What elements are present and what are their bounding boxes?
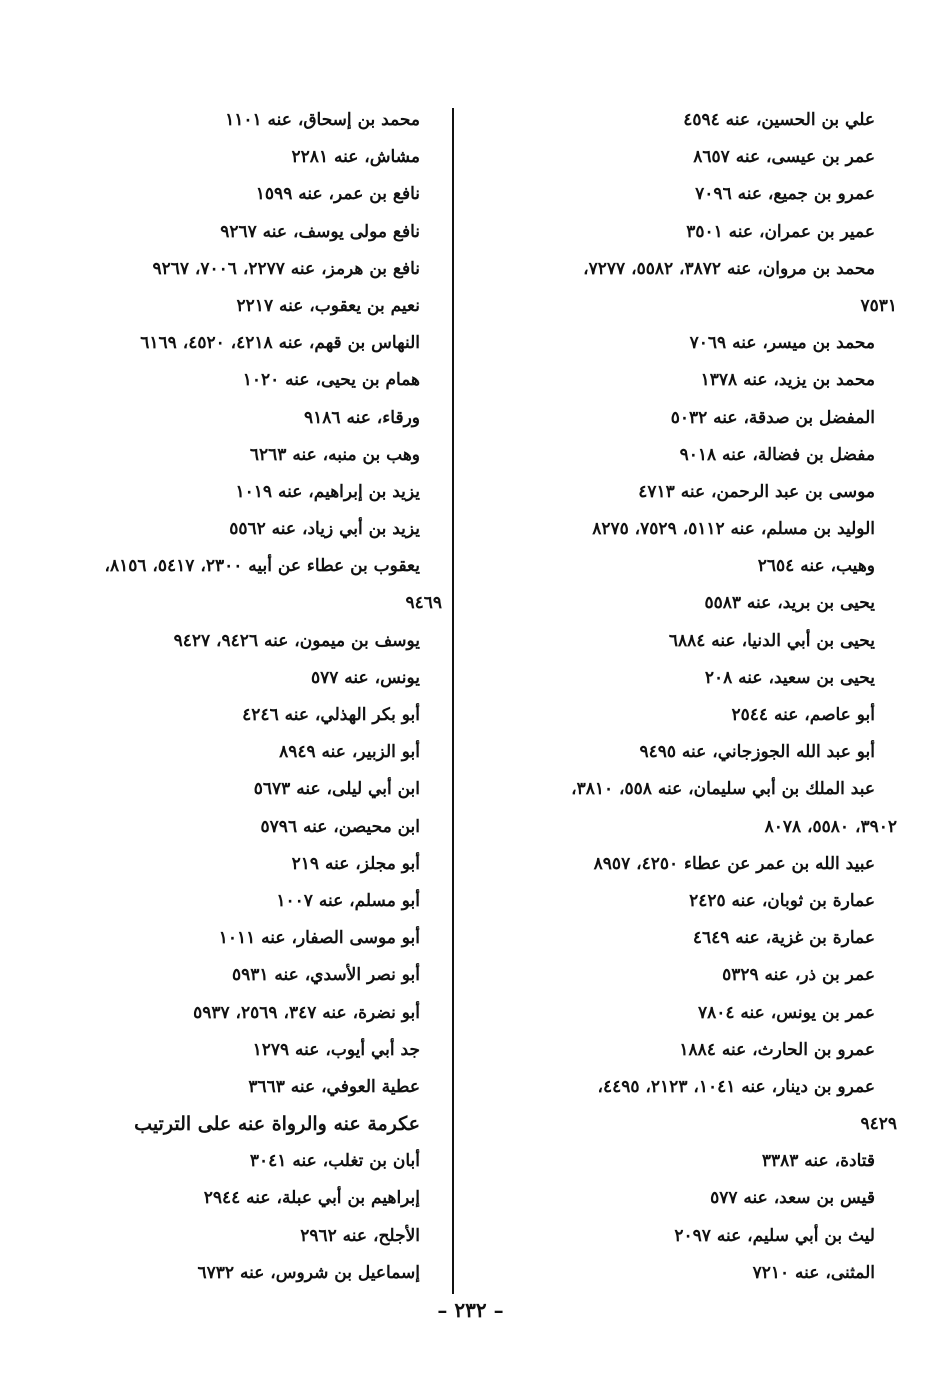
right-column-entry-line: المفضل بن صدقة، عنه ٥٠٣٢ <box>670 407 875 428</box>
left-column-entry-line: محمد بن إسحاق، عنه ١١٠١ <box>225 110 420 130</box>
left-column-entry-line: يعقوب بن عطاء عن أبيه ٢٣٠٠، ٥٤١٧، ٨١٥٦، <box>104 556 420 577</box>
left-column-entry-line: أبو مجلز، عنه ٢١٩ <box>291 853 420 874</box>
right-column-entry-line: وهيب، عنه ٢٦٥٤ <box>757 556 875 577</box>
entry-continuation-line: ٩٤٦٩ <box>405 593 442 614</box>
left-column-entry-line: الأجلح، عنه ٢٩٦٢ <box>300 1225 420 1246</box>
left-column-entry-line: ورقاء، عنه ٩١٨٦ <box>304 407 420 428</box>
right-column-entry-line: المثنى، عنه ٧٢١٠ <box>752 1262 875 1283</box>
right-column-entry-line: عمر بن ذر، عنه ٥٣٢٩ <box>722 965 875 986</box>
left-column-entry-line: أبو بكر الهذلي، عنه ٤٢٤٦ <box>242 705 420 725</box>
right-column-entry-line: عمرو بن دينار، عنه ١٠٤١، ٢١٢٣، ٤٤٩٥، <box>597 1076 875 1097</box>
right-column-entry-line: علي بن الحسين، عنه ٤٥٩٤ <box>683 110 875 130</box>
left-column-entry-line: نافع مولى يوسف، عنه ٩٢٦٧ <box>220 221 420 242</box>
right-column-entry-line: أبو عبد الله الجوزجاني، عنه ٩٤٩٥ <box>639 742 875 763</box>
left-column-entry-line: أبان بن تغلب، عنه ٣٠٤١ <box>249 1151 420 1172</box>
left-column-entry-line: أبو موسى الصفار، عنه ١٠١١ <box>218 928 420 949</box>
right-column-entry-line: عمير بن عمران، عنه ٣٥٠١ <box>686 221 875 242</box>
right-column-entry-line: قتادة، عنه ٣٣٨٣ <box>761 1151 875 1172</box>
left-column-entry-line: يوسف بن ميمون، عنه ٩٤٢٦، ٩٤٢٧ <box>173 630 420 651</box>
entry-continuation-line: ٣٩٠٢، ٥٥٨٠، ٨٠٧٨ <box>764 816 897 837</box>
right-column-entry-line: محمد بن يزيد، عنه ١٣٧٨ <box>700 370 875 391</box>
right-column-entry-line: يحيى بن بريد، عنه ٥٥٨٣ <box>704 593 875 614</box>
right-column-entry-line: عمرو بن الحارث، عنه ١٨٨٤ <box>679 1039 875 1060</box>
left-column-entry-line: نافع بن هرمز، عنه ٢٢٧٧، ٧٠٠٦، ٩٢٦٧ <box>152 258 420 279</box>
right-column-entry-line: عمرو بن جميع، عنه ٧٠٩٦ <box>695 184 875 205</box>
left-column-entry-line: إسماعيل بن شروس، عنه ٦٧٣٢ <box>197 1262 420 1283</box>
right-column-entry-line: محمد بن مروان، عنه ٣٨٧٢، ٥٥٨٢، ٧٢٧٧، <box>583 258 875 279</box>
right-column-entry-line: محمد بن ميسر، عنه ٧٠٦٩ <box>689 333 875 354</box>
right-column-entry-line: موسى بن عبد الرحمن، عنه ٤٧١٣ <box>638 481 875 502</box>
left-column-entry-line: مشاش، عنه ٢٢٨١ <box>291 147 420 168</box>
section-heading: عكرمة عنه والرواة عنه على الترتيب <box>134 1113 420 1136</box>
left-column-entry-line: ابن محيصن، عنه ٥٧٩٦ <box>260 816 420 837</box>
left-column-entry-line: النهاس بن قهم، عنه ٤٢١٨، ٤٥٢٠، ٦١٦٩ <box>140 333 420 354</box>
left-column-entry-line: إبراهيم بن أبي عبلة، عنه ٢٩٤٤ <box>203 1188 420 1209</box>
left-column-entry-line: يزيد بن إبراهيم، عنه ١٠١٩ <box>235 481 420 502</box>
left-column-entry-line: يونس، عنه ٥٧٧ <box>310 667 420 688</box>
right-column-entry-line: أبو عاصم، عنه ٢٥٤٤ <box>731 705 875 725</box>
left-column-entry-line: نافع بن عمر، عنه ١٥٩٩ <box>255 184 420 205</box>
right-column-entry-line: ليث بن أبي سليم، عنه ٢٠٩٧ <box>674 1225 875 1246</box>
left-column-entry-line: ابن أبي ليلى، عنه ٥٦٧٣ <box>253 779 420 800</box>
right-column-entry-line: عمارة بن غزية، عنه ٤٦٤٩ <box>692 928 875 949</box>
right-column-entry-line: عمر بن يونس، عنه ٧٨٠٤ <box>697 1002 875 1023</box>
page-number: – ٢٣٢ – <box>437 1298 504 1322</box>
left-column-entry-line: أبو الزبير، عنه ٨٩٤٩ <box>279 742 420 763</box>
right-column-entry-line: عبيد الله بن عمر عن عطاء ٤٢٥٠، ٨٩٥٧ <box>593 853 875 874</box>
left-column-entry-line: أبو مسلم، عنه ١٠٠٧ <box>276 890 420 911</box>
right-column-entry-line: يحيى بن سعيد، عنه ٢٠٨ <box>704 667 875 688</box>
column-divider <box>452 108 454 1294</box>
left-column <box>40 102 442 1292</box>
left-column-entry-line: عطية العوفي، عنه ٣٦٦٣ <box>248 1076 420 1097</box>
left-column-entry-line: يزيد بن أبي زياد، عنه ٥٥٦٢ <box>229 519 420 540</box>
right-column-entry-line: مفضل بن فضالة، عنه ٩٠١٨ <box>679 444 875 465</box>
left-column-entry-line: جد أبي أيوب، عنه ١٢٧٩ <box>252 1039 420 1060</box>
right-column <box>470 102 897 1292</box>
left-column-entry-line: أبو نصر الأسدي، عنه ٥٩٣١ <box>231 965 420 986</box>
right-column-entry-line: يحيى بن أبي الدنيا، عنه ٦٨٨٤ <box>668 630 875 651</box>
entry-continuation-line: ٩٤٢٩ <box>860 1114 897 1135</box>
left-column-entry-line: أبو نضرة، عنه ٣٤٧، ٢٥٦٩، ٥٩٣٧ <box>193 1002 420 1023</box>
right-column-entry-line: عمارة بن ثوبان، عنه ٢٤٢٥ <box>689 890 875 911</box>
right-column-entry-line: قيس بن سعد، عنه ٥٧٧ <box>710 1188 875 1209</box>
right-column-entry-line: عمر بن عيسى، عنه ٨٦٥٧ <box>693 147 875 168</box>
left-column-entry-line: همام بن يحيى، عنه ١٠٢٠ <box>242 370 420 391</box>
right-column-entry-line: عبد الملك بن أبي سليمان، عنه ٥٥٨، ٣٨١٠، <box>571 779 875 800</box>
right-column-entry-line: الوليد بن مسلم، عنه ٥١١٢، ٧٥٢٩، ٨٢٧٥ <box>592 519 875 540</box>
left-column-entry-line: نعيم بن يعقوب، عنه ٢٢١٧ <box>236 295 420 316</box>
entry-continuation-line: ٧٥٣١ <box>860 295 897 316</box>
left-column-entry-line: وهب بن منبه، عنه ٦٢٦٣ <box>249 444 420 465</box>
